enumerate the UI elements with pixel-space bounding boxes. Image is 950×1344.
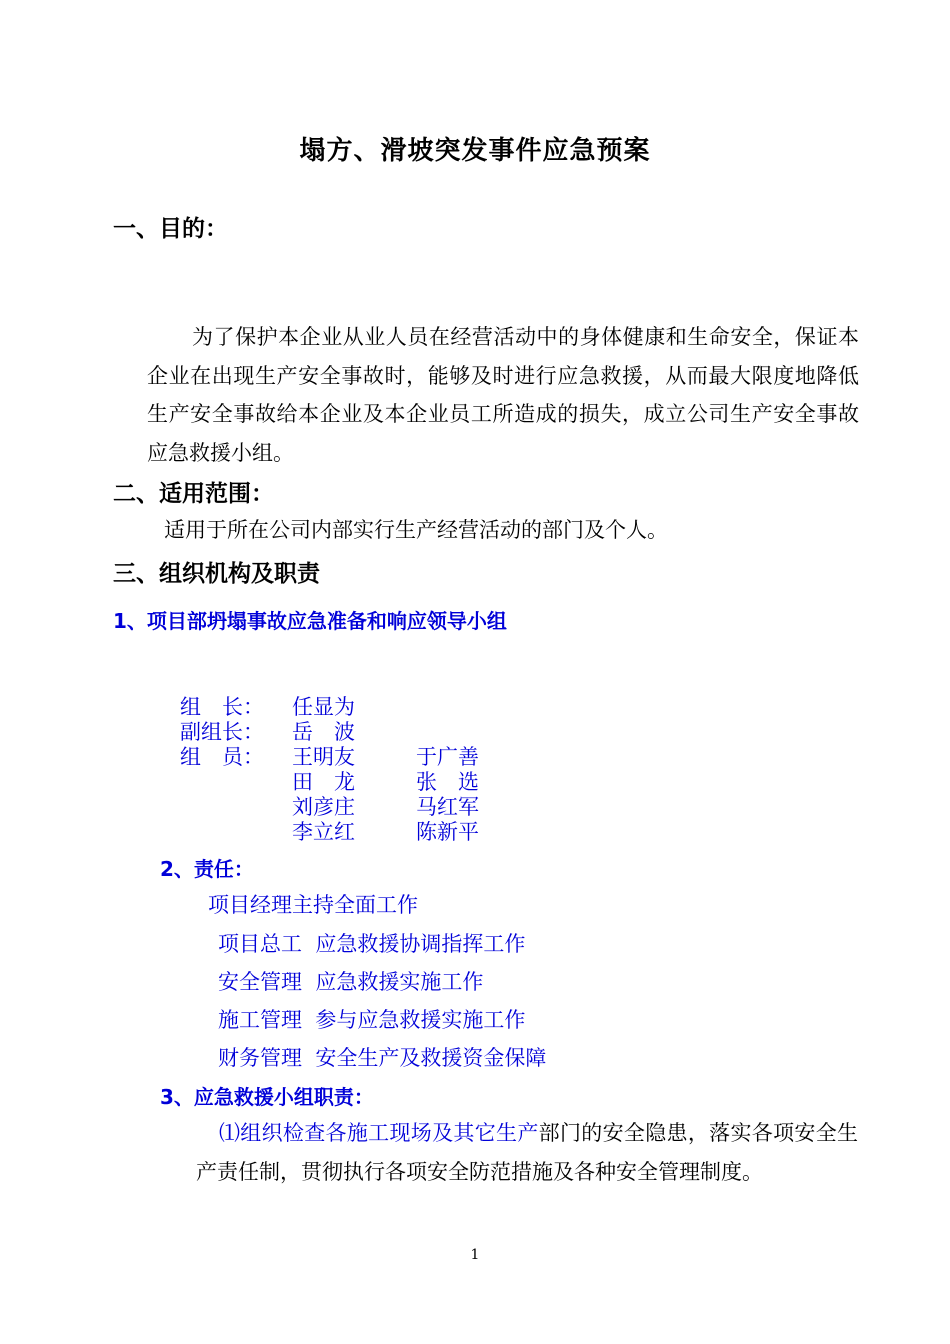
section3-heading: 三、组织机构及职责 [113,561,320,587]
section2-heading: 二、适用范围： [113,481,274,507]
duty-paragraph [196,1114,858,1192]
section1-heading: 一、目的： [113,216,228,242]
member-name: 田 龙 [292,770,355,794]
leader-label: 组 长： [180,695,264,719]
responsibility-item: 项目经理主持全面工作 [208,893,418,917]
sub2-heading: 2、责任： [160,857,254,881]
member-name: 刘彦庄 [292,795,355,819]
section2-text: 适用于所在公司内部实行生产经营活动的部门及个人。 [164,518,668,542]
member-name: 马红军 [416,795,479,819]
duty-text-blue: ⑴组织检查各施工现场及其它生产 [219,1121,539,1145]
responsibility-item: 项目总工 应急救援协调指挥工作 [218,932,526,956]
member-name: 王明友 [292,745,355,769]
member-name: 于广善 [416,745,479,769]
deputy-label: 副组长： [180,720,264,744]
leader-name: 任显为 [292,695,355,719]
responsibility-item: 施工管理 参与应急救援实施工作 [218,1008,526,1032]
member-name: 李立红 [292,820,355,844]
member-name: 张 选 [416,770,479,794]
document-title: 塌方、滑坡突发事件应急预案 [299,136,651,166]
members-label: 组 员： [180,745,264,769]
page-number: 1 [470,1247,480,1263]
responsibility-item: 财务管理 安全生产及救援资金保障 [218,1046,547,1070]
section1-paragraph: 为了保护本企业从业人员在经营活动中的身体健康和生命安全，保证本企业在出现生产安全事故时，能够及时进行应急救援，从而最大限度地降低生产安全事故给本企业及本企业员工所造成的损失，成立公司生产安全事故应急救援小组。 [147,325,859,465]
sub1-heading: 1、项目部坍塌事故应急准备和响应领导小组 [113,609,507,633]
member-name: 陈新平 [416,820,479,844]
duty-text: 部门的安全隐患，落实各项安全生产责任制，贯彻执行各项安全防范措施及各种安全管理制度。 [196,1121,858,1184]
sub3-heading: 3、应急救援小组职责： [160,1085,374,1109]
responsibility-item: 安全管理 应急救援实施工作 [218,970,484,994]
deputy-name: 岳 波 [292,720,355,744]
